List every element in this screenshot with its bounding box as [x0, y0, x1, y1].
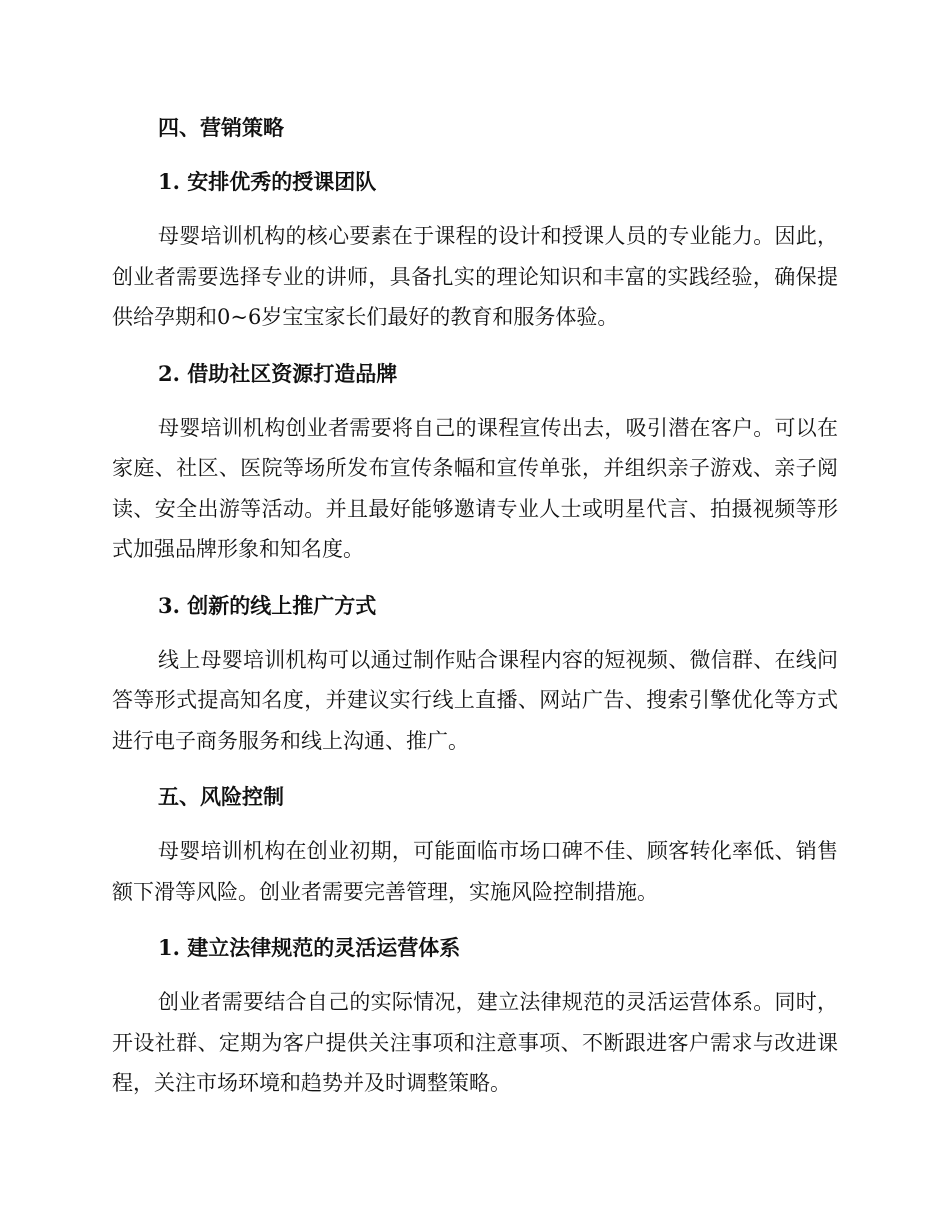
subheading-community-brand: 2. 借助社区资源打造品牌 [158, 360, 398, 386]
paragraph-risk-control: 母婴培训机构在创业初期，可能面临市场口碑不佳、顾客转化率低、销售额下滑等风险。创业者需要完善管理，实施风险控制措施。 [112, 839, 838, 904]
section-heading-marketing: 四、营销策略 [158, 115, 284, 140]
subheading-teaching-team: 1. 安排优秀的授课团队 [158, 169, 377, 194]
paragraph-community-brand: 母婴培训机构创业者需要将自己的课程宣传出去，吸引潜在客户。可以在家庭、社区、医院等场所发布宣传条幅和宣传单张，并组织亲子游戏、亲子阅读、安全出游等活动。并且最好能够邀请专业人士或明星代言、拍摄视频等形式加强品牌形象和知名度。 [112, 415, 838, 561]
section-heading-risk-control: 五、风险控制 [158, 784, 284, 809]
paragraph-operation-system: 创业者需要结合自己的实际情况，建立法律规范的灵活运营体系。同时，开设社群、定期为客户提供关注事项和注意事项、不断跟进客户需求与改进课程，关注市场环境和趋势并及时调整策略。 [112, 990, 838, 1095]
subheading-online-promotion: 3. 创新的线上推广方式 [158, 592, 377, 618]
subheading-operation-system: 1. 建立法律规范的灵活运营体系 [158, 935, 461, 960]
paragraph-online-promotion: 线上母婴培训机构可以通过制作贴合课程内容的短视频、微信群、在线问答等形式提高知名度，并建议实行线上直播、网站广告、搜索引擎优化等方式进行电子商务服务和线上沟通、推广。 [112, 647, 838, 753]
paragraph-teaching-team: 母婴培训机构的核心要素在于课程的设计和授课人员的专业能力。因此，创业者需要选择专业的讲师，具备扎实的理论知识和丰富的实践经验，确保提供给孕期和0~6岁宝宝家长们最好的教育和服务体验。 [112, 224, 838, 329]
